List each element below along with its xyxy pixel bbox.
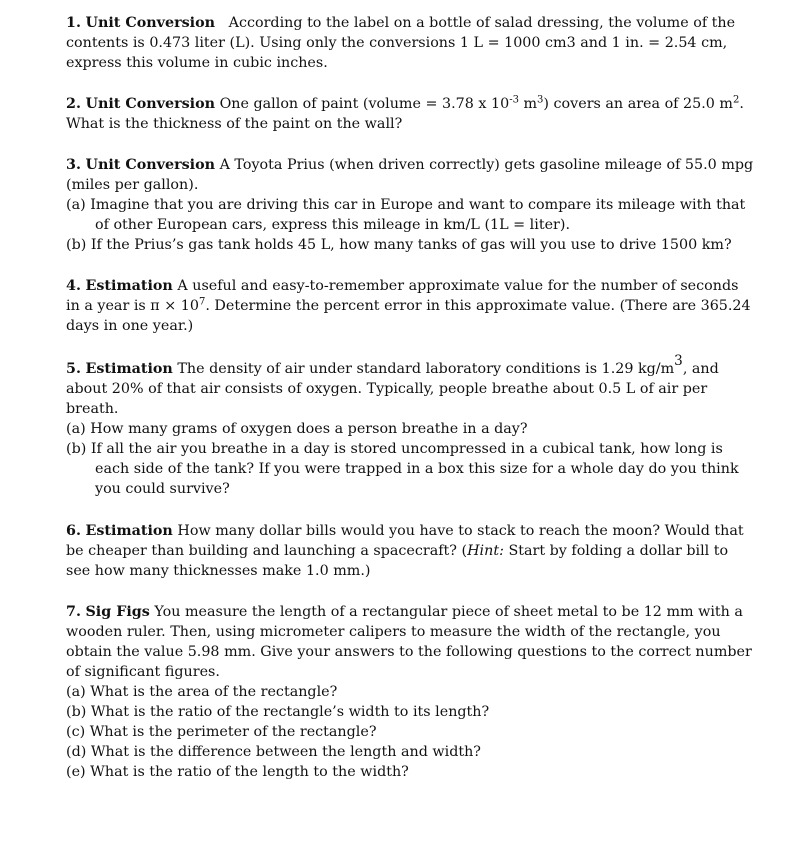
exponent: -3 xyxy=(509,94,519,106)
sub-question-a: (a) How many grams of oxygen does a person breathe in a day? xyxy=(66,421,528,437)
problem-topic: Estimation xyxy=(85,523,173,539)
problem-text: One gallon of paint (volume = 3.78 x 10 xyxy=(219,96,510,112)
problem-5 xyxy=(66,352,754,499)
problem-topic: Unit Conversion xyxy=(85,157,216,173)
exponent: 3 xyxy=(537,94,544,106)
problem-number: 1. xyxy=(66,15,81,31)
problem-5-body xyxy=(66,352,754,419)
sub-question-e: (e) What is the ratio of the length to the width? xyxy=(66,764,409,780)
problem-text: . What is the thickness of the paint on the wall? xyxy=(66,96,744,132)
problem-text: How many dollar bills would you have to stack to reach the moon? Would that be cheaper than building and launching a spacecraft? ( xyxy=(66,523,744,559)
problem-2-body xyxy=(66,94,754,134)
problem-number: 3. xyxy=(66,157,81,173)
problem-1-body xyxy=(66,13,754,73)
sub-question-a: (a) What is the area of the rectangle? xyxy=(66,684,338,700)
problem-number: 5. xyxy=(66,361,81,377)
problem-3-body xyxy=(66,155,754,195)
problem-number: 2. xyxy=(66,96,81,112)
sub-question-b: (b) If the Prius’s gas tank holds 45 L, how many tanks of gas will you use to drive 1500 km? xyxy=(66,237,732,253)
problem-text: Start by folding a dollar bill to see how many thicknesses make 1.0 mm.) xyxy=(66,543,729,579)
problem-topic: Unit Conversion xyxy=(85,96,216,112)
problem-topic: Estimation xyxy=(85,278,173,294)
problem-number: 7. xyxy=(66,604,81,620)
exponent: 7 xyxy=(198,296,206,308)
hint-label: Hint: xyxy=(467,543,504,559)
exponent: 3 xyxy=(674,352,683,369)
problem-text: The density of air under standard laboratory conditions is 1.29 kg/m xyxy=(177,361,675,377)
exponent: 2 xyxy=(732,94,740,106)
problem-number: 4. xyxy=(66,278,81,294)
sub-question-c: (c) What is the perimeter of the rectangle? xyxy=(66,724,377,740)
problem-topic: Sig Figs xyxy=(85,604,150,620)
problem-6-body xyxy=(66,521,754,581)
problem-7 xyxy=(66,602,754,782)
problem-1 xyxy=(66,13,754,73)
problem-topic: Unit Conversion xyxy=(85,15,216,31)
problem-number: 6. xyxy=(66,523,81,539)
sub-question-b: (b) If all the air you breathe in a day is stored uncompressed in a cubical tank, how long is each side of the tank? If you were trapped in a box this size for a whole day do you think you could survive? xyxy=(66,441,739,497)
problem-4 xyxy=(66,276,754,336)
problem-topic: Estimation xyxy=(85,361,173,377)
problem-text: A Toyota Prius (when driven correctly) gets gasoline mileage of 55.0 mpg (miles per gallon). xyxy=(66,157,754,193)
sub-question-d: (d) What is the difference between the length and width? xyxy=(66,744,481,760)
problem-text: . Determine the percent error in this approximate value. (There are 365.24 days in one year.) xyxy=(66,298,751,334)
sub-question-b: (b) What is the ratio of the rectangle’s width to its length? xyxy=(66,704,490,720)
problem-7-body xyxy=(66,602,754,682)
problem-text: You measure the length of a rectangular piece of sheet metal to be 12 mm with a wooden ruler. Then, using micrometer calipers to measure the width of the rectangle, you obtain the value 5.98 mm. Give your answers to the following questions to the correct number of significant figures. xyxy=(66,604,752,680)
problem-text: ) covers an area of 25.0 m xyxy=(543,96,733,112)
sub-question-a: (a) Imagine that you are driving this car in Europe and want to compare its mileage with that of other European cars, express this mileage in km/L (1L = liter). xyxy=(66,197,746,233)
problem-text: , and about 20% of that air consists of oxygen. Typically, people breathe about 0.5 L of air per breath. xyxy=(66,361,719,417)
problem-text: A useful and easy-to-remember approximate value for the number of seconds in a year is π × 10 xyxy=(66,278,739,314)
problem-2 xyxy=(66,94,754,134)
problem-4-body xyxy=(66,276,754,336)
problem-text: According to the label on a bottle of salad dressing, the volume of the contents is 0.473 liter (L). Using only the conversions 1 L = 1000 cm3 and 1 in. = 2.54 cm, express this volume in cubic inches. xyxy=(66,15,736,71)
problem-6 xyxy=(66,521,754,581)
problem-set xyxy=(66,13,754,803)
problem-3 xyxy=(66,155,754,255)
problem-text: m xyxy=(518,96,538,112)
